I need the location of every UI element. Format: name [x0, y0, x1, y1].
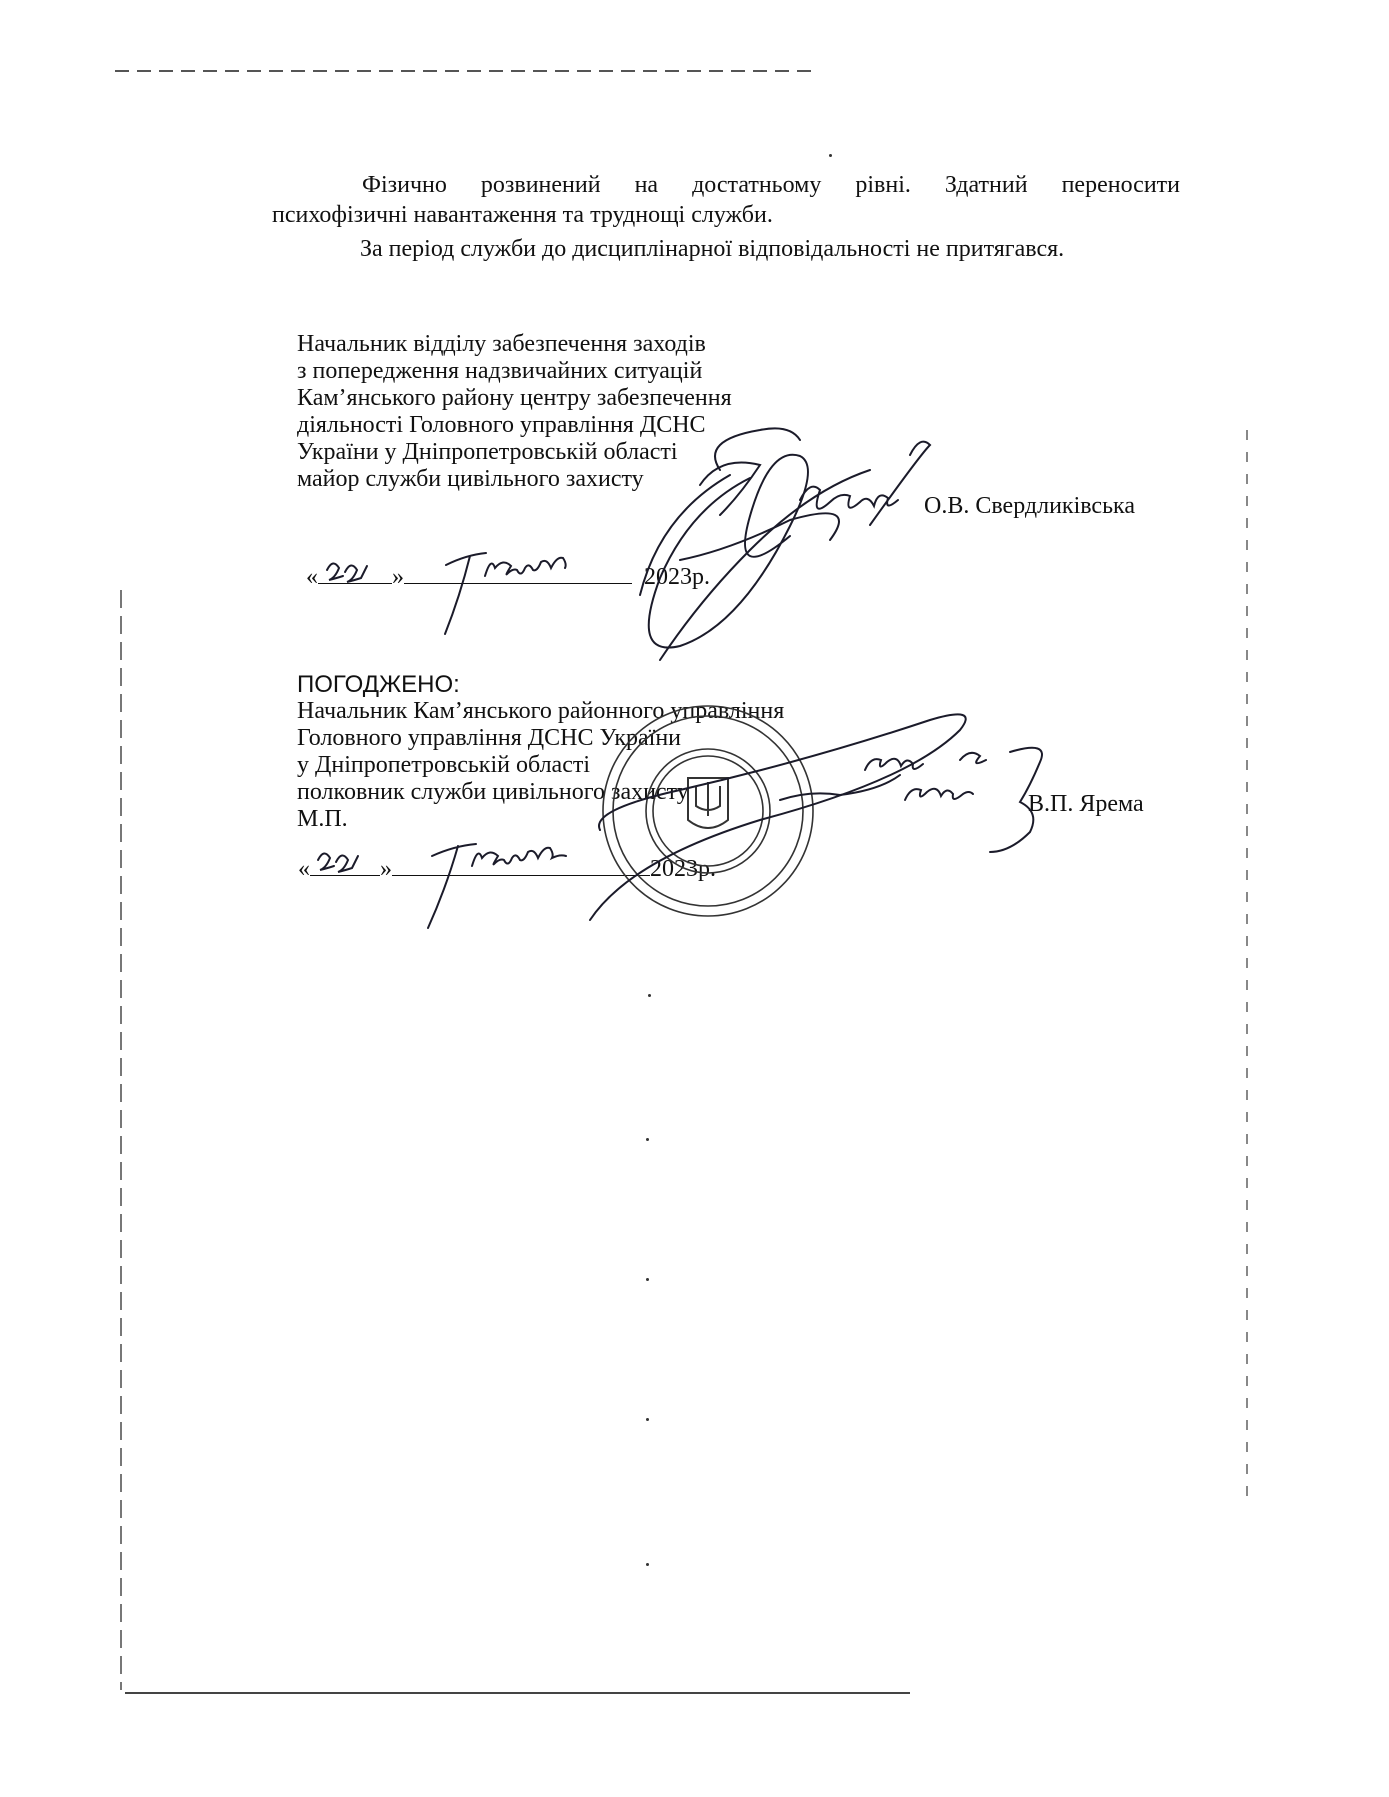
scan-dot [646, 1418, 649, 1421]
approval-block [297, 671, 784, 833]
date-day-line [310, 849, 380, 876]
approval-name: В.П. Ярема [1028, 791, 1144, 817]
signatory-name: О.В. Свердликівська [924, 493, 1135, 519]
scan-dot [829, 154, 832, 157]
signatory-position-block [297, 331, 732, 493]
body-line: Фізично розвинений на достатньому рівні. Здатний переносити [362, 172, 1180, 198]
date-day-line [318, 557, 392, 584]
scan-dot [646, 1563, 649, 1566]
scan-top-edge [115, 70, 815, 72]
date-quote-open: « [298, 856, 310, 882]
date-quote-close: » [380, 856, 392, 882]
approval-heading: ПОГОДЖЕНО: [297, 671, 460, 698]
scan-right-edge [1246, 430, 1248, 1500]
date-month-line [392, 849, 650, 876]
date-quote-open: « [306, 564, 318, 590]
approval-date-row [298, 849, 716, 883]
scan-dot [648, 994, 651, 997]
position-line: Кам’янського району центру забезпечення [297, 385, 732, 411]
date-year: 2023р. [644, 564, 710, 590]
position-line: України у Дніпропетровській області [297, 439, 678, 465]
approval-line: Начальник Кам’янського районного управління [297, 698, 785, 724]
position-line: діяльності Головного управління ДСНС [297, 412, 706, 438]
signature-date-row [306, 557, 710, 591]
body-paragraph-fitness [272, 170, 1180, 230]
position-line: з попередження надзвичайних ситуацій [297, 358, 703, 384]
position-line: Начальник відділу забезпечення заходів [297, 331, 706, 357]
mp-label: М.П. [297, 806, 348, 832]
scan-bottom-edge [125, 1692, 910, 1694]
date-quote-close: » [392, 564, 404, 590]
scan-dot [646, 1278, 649, 1281]
position-line: майор служби цивільного захисту [297, 466, 644, 492]
date-year: 2023р. [650, 856, 716, 882]
scan-dot [646, 1138, 649, 1141]
approval-line: Головного управління ДСНС України [297, 725, 681, 751]
scan-left-edge [120, 590, 122, 1690]
approval-line: полковник служби цивільного захисту [297, 779, 689, 805]
body-paragraph-discipline: За період служби до дисциплінарної відповідальності не притягався. [360, 236, 1065, 262]
date-month-line [404, 557, 632, 584]
body-line: психофізичні навантаження та труднощі служби. [272, 202, 773, 228]
approval-line: у Дніпропетровській області [297, 752, 591, 778]
